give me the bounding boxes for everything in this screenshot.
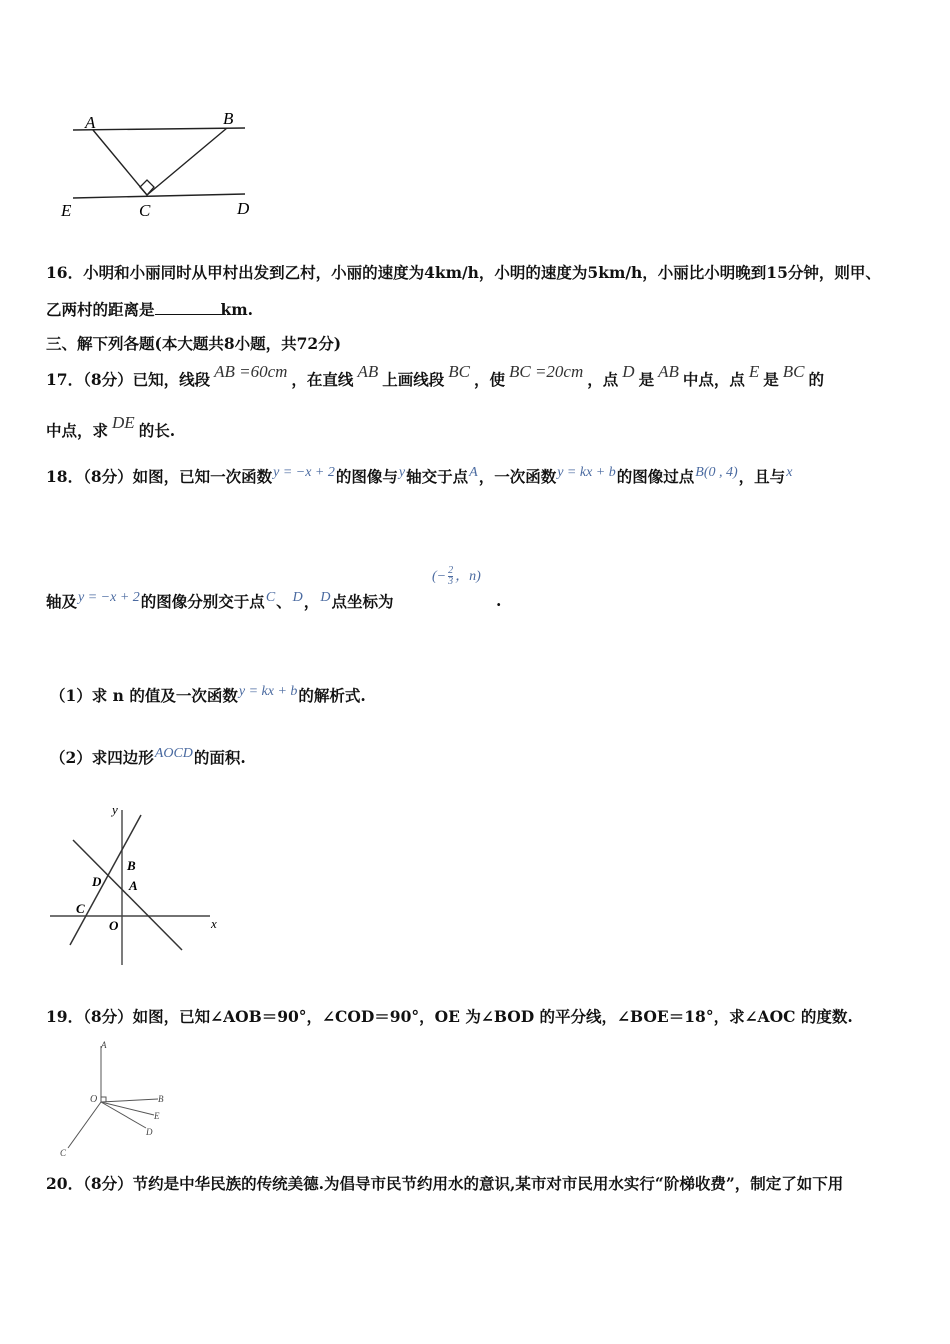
q18-sub2 xyxy=(50,748,246,770)
segment-ac xyxy=(93,130,147,195)
axis-label-y: y xyxy=(112,802,118,817)
q17-text: 是 xyxy=(763,370,779,389)
label-e: E xyxy=(154,1111,160,1121)
q17-text: 是 xyxy=(638,370,655,389)
q18-text: 的图像与 xyxy=(335,467,398,486)
q16-line2-prefix: 乙两村的距离是 xyxy=(46,300,155,319)
right-angle-mark xyxy=(101,1097,106,1102)
label-d: D xyxy=(92,874,102,889)
q18-text: 点坐标为 xyxy=(331,592,394,611)
q17-line1 xyxy=(46,362,825,390)
line-ab xyxy=(73,128,245,130)
label-b: B xyxy=(127,858,136,873)
axis-label-x: x xyxy=(211,916,217,931)
math-coordinate-d xyxy=(432,565,481,587)
math-bc: BC xyxy=(448,362,470,381)
math-ab-60: AB =60cm xyxy=(214,362,288,381)
q18-text: 的图像过点 xyxy=(616,467,695,486)
q18-sub1-text: （1）求 n 的值及一次函数 xyxy=(50,686,238,705)
q18-text: ，且与 xyxy=(738,467,786,486)
ray-oe xyxy=(101,1102,154,1115)
label-e: E xyxy=(61,201,72,220)
q19-text: 19．（8分）如图，已知∠AOB＝90°，∠COD＝90°，OE 为∠BOD 的平分线，∠BOE＝18°，求∠AOC 的度数. xyxy=(46,1007,853,1026)
math-point-b: B(0 , 4) xyxy=(695,465,738,480)
q17-text: 上画线段 xyxy=(382,370,445,389)
math-y-neg-x-2: y = −x + 2 xyxy=(78,590,140,605)
q17-text: ，使 xyxy=(473,370,505,389)
q17-text: 中点，求 xyxy=(46,421,109,440)
math-bc-20: BC =20cm xyxy=(508,362,584,381)
math-bc: BC xyxy=(782,362,805,381)
section-title: 三、解下列各题(本大题共8小题，共72分) xyxy=(46,334,342,353)
q18-line1 xyxy=(46,467,793,489)
ray-ob xyxy=(101,1099,158,1102)
math-d: D xyxy=(292,590,303,605)
q18-text: 、 xyxy=(276,592,292,611)
label-a: A xyxy=(129,878,138,893)
answer-blank xyxy=(155,300,221,315)
math-x: x xyxy=(786,465,793,480)
q17-text: 的长. xyxy=(138,421,176,440)
q18-sub2-text: （2）求四边形 xyxy=(50,748,154,767)
label-b: B xyxy=(158,1094,164,1104)
q16-line1: 16．小明和小丽同时从甲村出发到乙村，小丽的速度为4km/h，小明的速度为5km/h，小丽比小明晚到15分钟，则甲、 xyxy=(46,263,881,282)
q18-text: ，一次函数 xyxy=(478,467,557,486)
math-ab: AB xyxy=(357,362,379,381)
q18-sub2-text: 的面积. xyxy=(193,748,246,767)
q17-text: ，点 xyxy=(587,370,619,389)
math-a: A xyxy=(469,465,478,480)
q18-line2 xyxy=(46,592,393,614)
q18-text: 轴及 xyxy=(46,592,78,611)
label-b: B xyxy=(223,109,234,128)
figure-q19 xyxy=(58,1040,178,1160)
q18-text: 18．（8分）如图，已知一次函数 xyxy=(46,467,273,486)
ray-oc xyxy=(68,1102,101,1148)
q18-sub1-text: 的解析式. xyxy=(298,686,366,705)
label-c: C xyxy=(139,201,151,220)
math-d: D xyxy=(622,362,635,381)
label-c: C xyxy=(60,1148,67,1158)
q18-line2-end: . xyxy=(496,591,502,610)
fraction xyxy=(448,566,453,587)
q18-text: ， xyxy=(303,592,320,611)
math-aocd: AOCD xyxy=(154,746,193,761)
math-y-neg-x-2: y = −x + 2 xyxy=(273,465,335,480)
math-c: C xyxy=(265,590,276,605)
q20-text: 20．（8分）节约是中华民族的传统美德.为倡导市民节约用水的意识,某市对市民用水实行“阶梯收费”，制定了如下用 xyxy=(46,1174,844,1193)
label-o: O xyxy=(90,1094,98,1105)
right-angle-mark xyxy=(140,180,154,195)
segment-bc xyxy=(147,128,227,195)
label-d: D xyxy=(146,1127,153,1137)
q16-line2 xyxy=(46,300,253,320)
line-ed xyxy=(73,194,245,198)
q18-text: 的图像分别交于点 xyxy=(140,592,265,611)
math-y-kx-b: y = kx + b xyxy=(238,684,298,699)
fraction-numerator: 2 xyxy=(448,565,454,577)
ray-od xyxy=(101,1102,146,1128)
label-o: O xyxy=(109,918,119,933)
math-y-kx-b: y = kx + b xyxy=(557,465,616,480)
math-d: D xyxy=(320,590,331,605)
coord-close: ，n) xyxy=(455,569,481,584)
coord-open: (− xyxy=(432,569,447,584)
q17-line2 xyxy=(46,413,176,441)
figure-q18 xyxy=(45,800,230,970)
q16-line2-suffix: km. xyxy=(220,300,254,319)
q18-text: 轴交于点 xyxy=(406,467,469,486)
q17-text: 17．（8分）已知，线段 xyxy=(46,370,211,389)
math-y: y xyxy=(398,465,406,480)
figure-q16 xyxy=(55,108,275,228)
math-e: E xyxy=(748,362,760,381)
label-d: D xyxy=(237,199,250,218)
q17-text: 的 xyxy=(808,370,825,389)
q17-text: 中点，点 xyxy=(682,370,745,389)
line-y-neg-x-2 xyxy=(73,840,182,950)
label-a: A xyxy=(85,113,96,132)
math-ab: AB xyxy=(658,362,679,381)
fraction-denominator: 3 xyxy=(448,576,454,588)
label-c: C xyxy=(76,901,85,916)
q17-text: ，在直线 xyxy=(291,370,354,389)
math-de: DE xyxy=(112,413,135,432)
label-a: A xyxy=(101,1040,107,1050)
q18-sub1 xyxy=(50,686,366,708)
